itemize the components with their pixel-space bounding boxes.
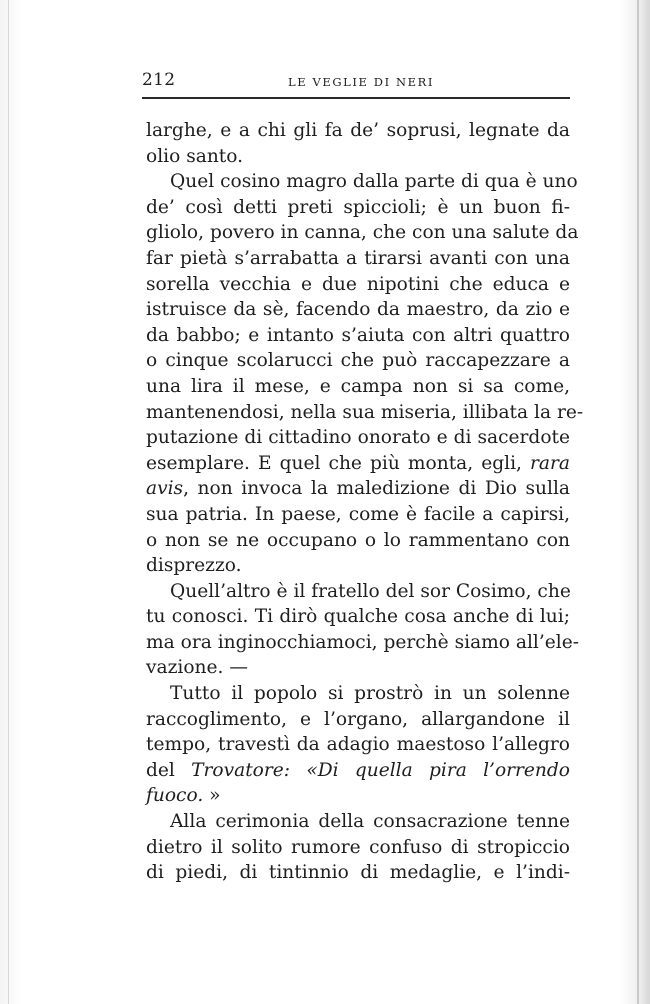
text-line: sorella vecchia e due nipotini che educa e xyxy=(146,273,570,295)
italic-text: fuoco. xyxy=(146,785,204,807)
text-line: Alla cerimonia della consacrazione tenne xyxy=(170,811,570,833)
text-line: Quel cosino magro dalla parte di qua è uno xyxy=(170,171,578,193)
text-line: Tutto il popolo si prostrò in un solenne xyxy=(170,683,570,705)
text-line: tempo, travestì da adagio maestoso l’allegro xyxy=(146,734,570,756)
scan-edge-right xyxy=(637,0,639,1004)
italic-text: avis xyxy=(146,478,184,500)
text-line: del Trovatore: «Di quella pira l’orrendo xyxy=(146,759,570,781)
text-line: Quell’altro è il fratello del sor Cosimo, che xyxy=(170,580,571,602)
page-header xyxy=(142,70,570,94)
text-line: esemplare. E quel che più monta, egli, rara xyxy=(146,452,570,474)
text-line: ma ora inginocchiamoci, perchè siamo all’ele- xyxy=(146,631,580,653)
text-line: o cinque scolarucci che può raccapezzare a xyxy=(146,350,570,372)
text-line: fuoco. » xyxy=(146,785,221,807)
text-line: sua patria. In paese, come è facile a capirsi, xyxy=(146,503,570,525)
text-line: far pietà s’arrabatta a tirarsi avanti con una xyxy=(146,247,570,269)
text-line: disprezzo. xyxy=(146,555,242,577)
text-line: raccoglimento, e l’organo, allargandone il xyxy=(146,708,570,730)
text-line: di piedi, di tintinnio di medaglie, e l’indi- xyxy=(146,862,570,884)
text-line: da babbo; e intanto s’aiuta con altri quattro xyxy=(146,324,570,346)
text-line: de’ così detti preti spiccioli; è un buon fi- xyxy=(146,196,570,218)
italic-text: rara xyxy=(530,452,570,474)
text-line: olio santo. xyxy=(146,145,244,167)
text-line: mantenendosi, nella sua miseria, illibata la re- xyxy=(146,401,584,423)
text-line: gliolo, povero in canna, che con una salute da xyxy=(146,222,579,244)
italic-text: Trovatore: «Di quella pira l’orrendo xyxy=(191,759,570,781)
text-line: una lira il mese, e campa non si sa come, xyxy=(146,375,570,397)
text-line: vazione. — xyxy=(146,657,248,679)
text-line: larghe, e a chi gli fa de’ soprusi, legnate da xyxy=(146,120,570,141)
scan-edge-left xyxy=(8,0,9,1004)
text-line: o non se ne occupano o lo rammentano con xyxy=(146,529,570,551)
text-line: putazione di cittadino onorato e di sacerdote xyxy=(146,427,570,449)
header-rule xyxy=(142,97,570,99)
text-line: tu conosci. Ti dirò qualche cosa anche di lui; xyxy=(146,606,570,628)
text-line: dietro il solito rumore confuso di stropiccio xyxy=(146,836,570,858)
page-number: 212 xyxy=(142,70,176,90)
running-title: LE VEGLIE DI NERI xyxy=(288,75,435,89)
text-line: istruisce da sè, facendo da maestro, da zio e xyxy=(146,299,570,321)
text-line: avis, non invoca la maledizione di Dio sulla xyxy=(146,478,570,500)
body-text xyxy=(146,118,584,886)
